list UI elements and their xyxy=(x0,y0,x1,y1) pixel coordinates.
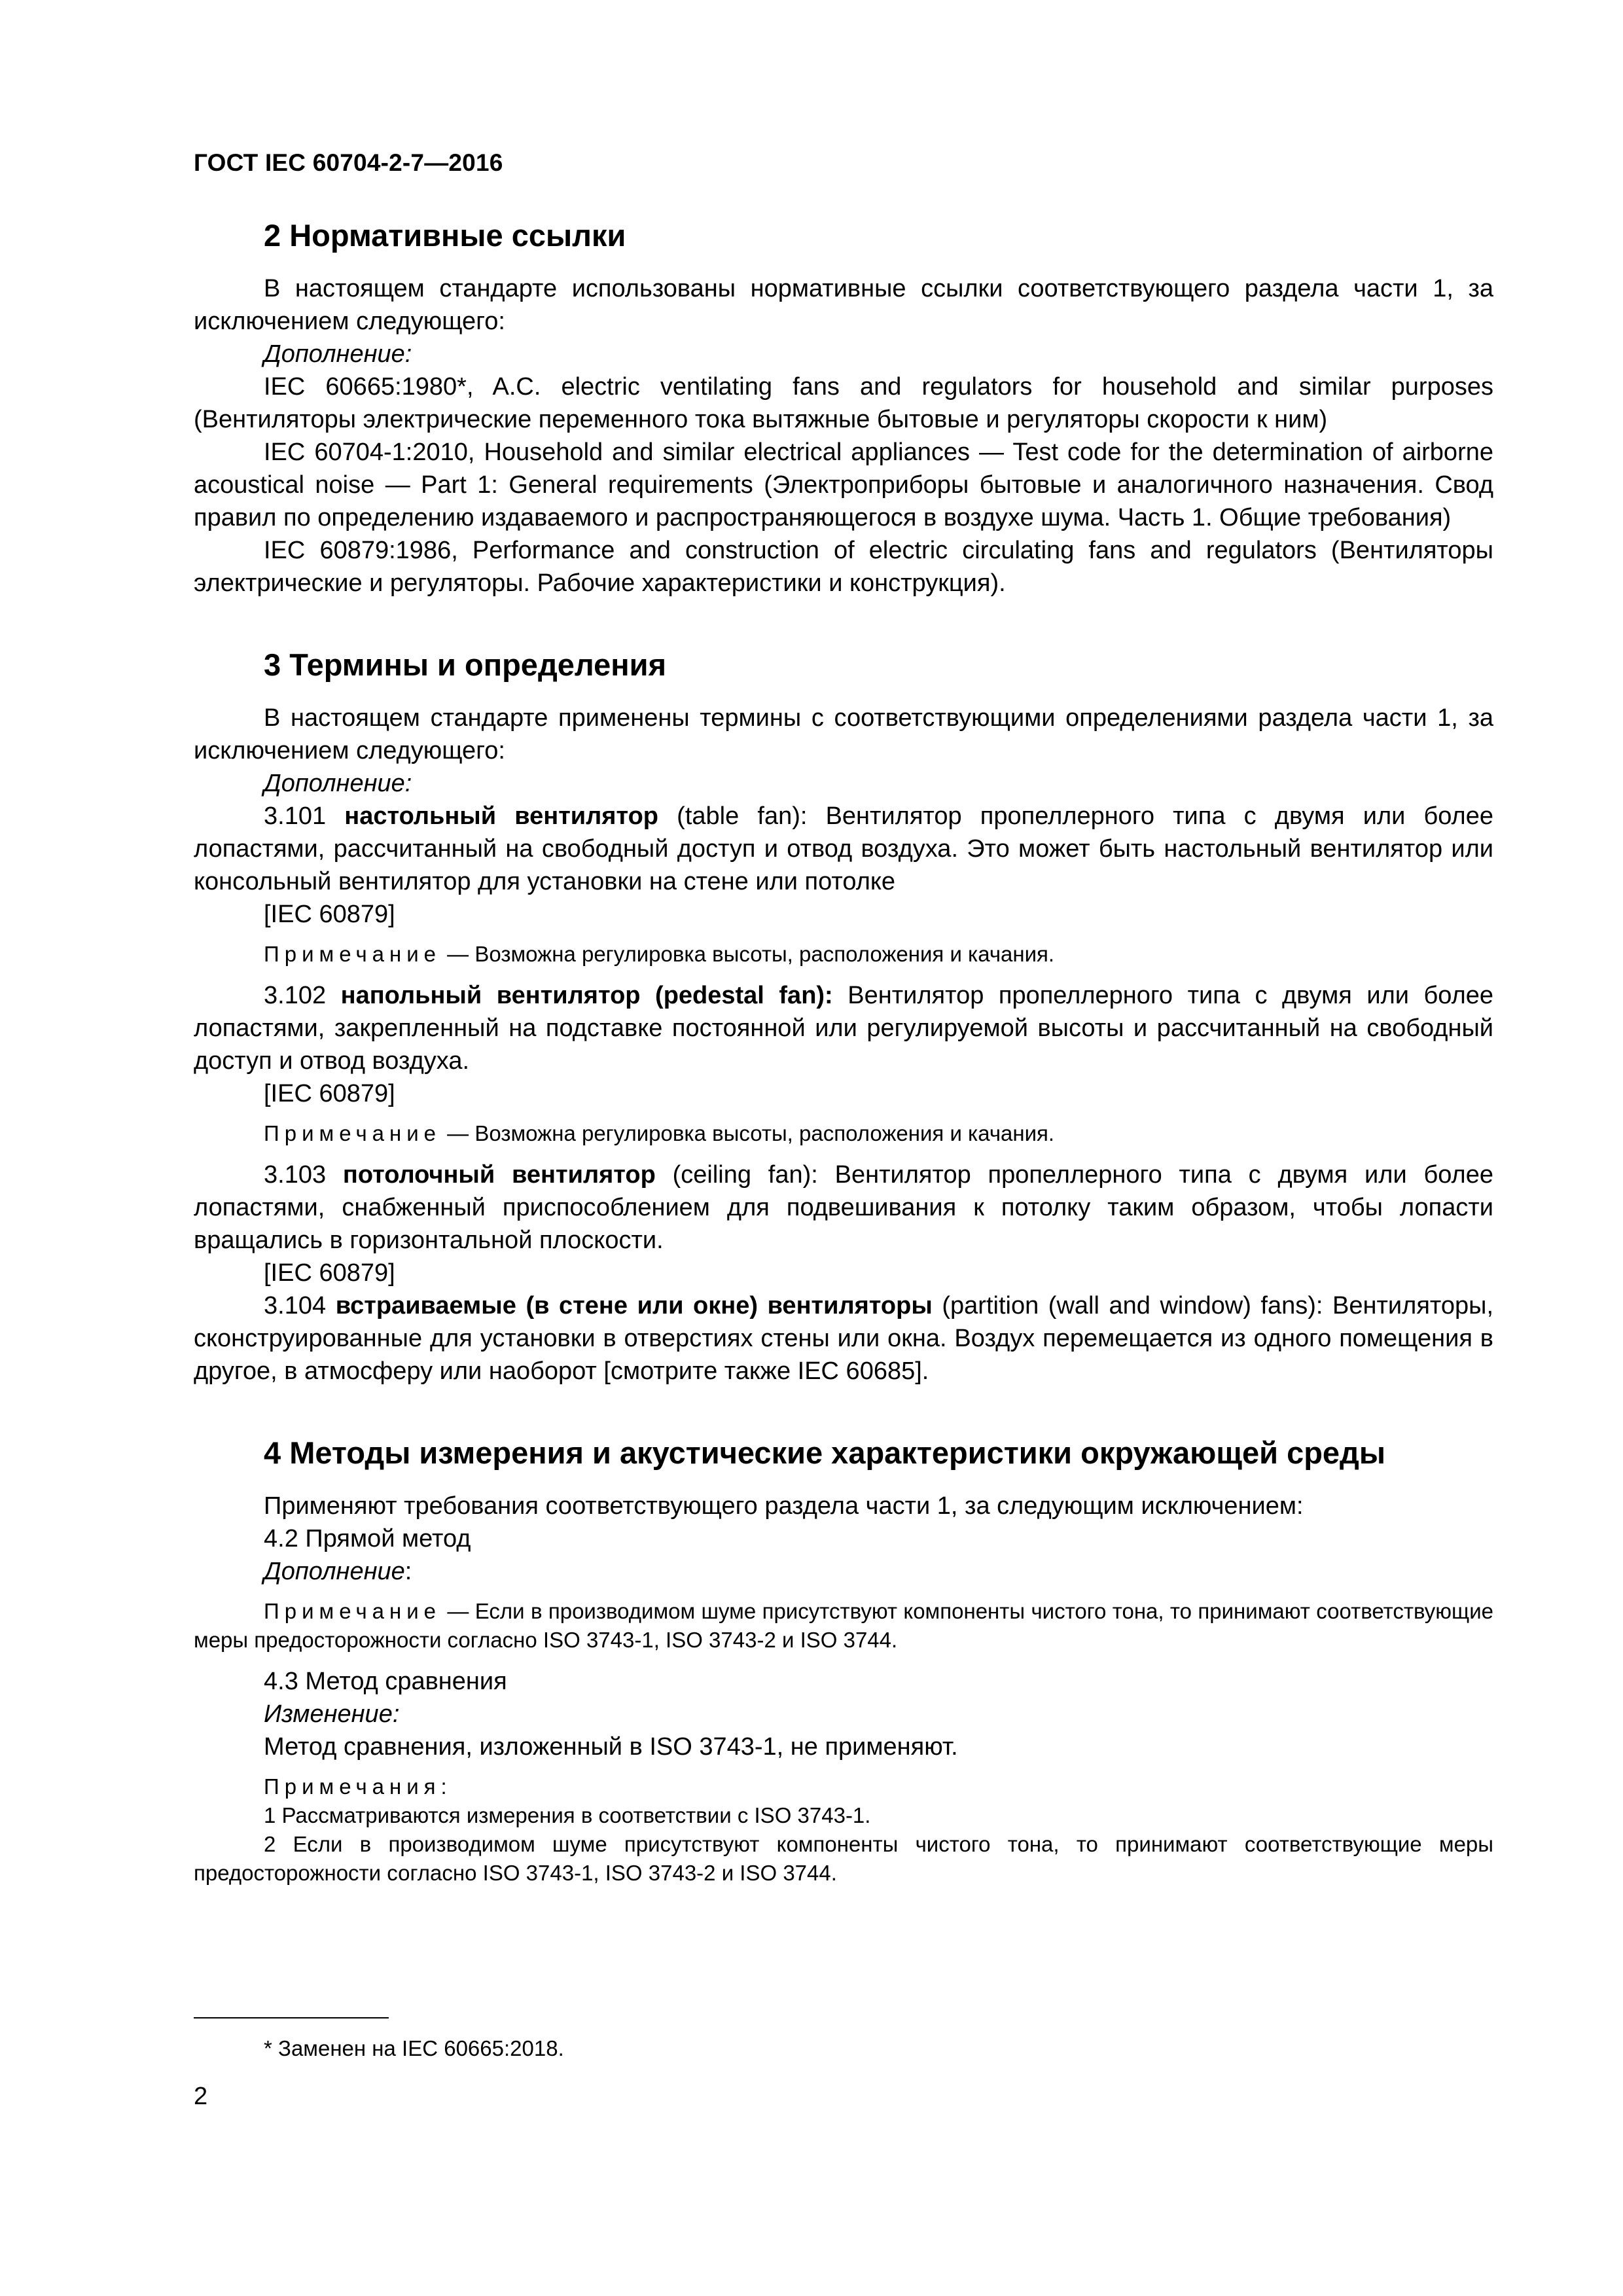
term-name: встраиваемые (в стене или окне) вентиляторы xyxy=(335,1292,933,1319)
term-source: [IEC 60879] xyxy=(264,1080,395,1107)
term-text: Вентилятор пропеллерного типа с двумя или более лопастями, закрепленный на подставке постоянной или регулируемой высоты и рассчитанный на свободный доступ и отвод воздуха. xyxy=(194,982,1494,1075)
note xyxy=(194,1597,1493,1655)
reference-item: IEC 60704-1:2010, Household and similar electrical appliances — Test code for the determination of airborne acoustical noise — Part 1: General requirements (Электроприборы бытовые и аналогичного назначения. Свод правил по определению издаваемого и распространяющегося в воздухе шума. Часть 1. Общие требования) xyxy=(194,439,1493,531)
addition-label: Дополнение: xyxy=(264,1558,412,1585)
term-name: настольный вентилятор xyxy=(344,802,659,830)
section-title: 4 Методы измерения и акустические характеристики окружающей среды xyxy=(264,1435,1386,1470)
term-source: [IEC 60879] xyxy=(264,1259,395,1287)
note-label: Примечание xyxy=(264,942,442,966)
paragraph: Метод сравнения, изложенный в ISO 3743-1, не применяют. xyxy=(264,1733,958,1761)
document-header: ГОСТ IEC 60704-2-7—2016 xyxy=(194,149,503,176)
section-normative-references xyxy=(194,216,1493,600)
page-number: 2 xyxy=(194,2083,208,2110)
section-title: 2 Нормативные ссылки xyxy=(264,218,626,253)
term-text: (table fan): Вентилятор пропеллерного типа с двумя или более лопастями, рассчитанный на свободный доступ и отвод воздуха. Это может быть настольный вентилятор или консольный вентилятор для установки на стене или потолке xyxy=(194,802,1493,895)
term-text: (ceiling fan): Вентилятор пропеллерного типа с двумя или более лопастями, снабженный приспособлением для подвешивания к потолку таким образом, чтобы лопасти вращались в горизонтальной плоскости. xyxy=(194,1161,1493,1254)
footnote-divider xyxy=(194,2017,389,2018)
term-source: [IEC 60879] xyxy=(264,901,395,928)
reference-item: IEC 60665:1980*, A.C. electric ventilating fans and regulators for household and similar purposes (Вентиляторы электрические переменного тока вытяжные бытовые и регуляторы скорости к ним) xyxy=(194,373,1493,433)
term-name: потолочный вентилятор xyxy=(342,1161,656,1189)
note xyxy=(194,940,1493,969)
note xyxy=(194,1119,1493,1148)
term-number: 3.104 xyxy=(264,1292,327,1319)
reference-item: IEC 60879:1986, Performance and construction of electric circulating fans and regulators (Вентиляторы электрические и регуляторы. Рабочие характеристики и конструкция). xyxy=(194,537,1493,597)
term-definition xyxy=(194,1158,1493,1257)
subsection-title: 4.3 Метод сравнения xyxy=(264,1668,507,1695)
term-definition xyxy=(194,800,1493,898)
note-item: 2 Если в производимом шуме присутствуют компоненты чистого тона, то принимают соответствующие меры предосторожности согласно ISO 3743-1, ISO 3743-2 и ISO 3744. xyxy=(194,1832,1493,1885)
paragraph: Применяют требования соответствующего раздела части 1, за следующим исключением: xyxy=(264,1492,1304,1520)
change-label: Изменение: xyxy=(264,1700,400,1728)
paragraph: В настоящем стандарте применены термины с соответствующими определениями раздела части 1, за исключением следующего: xyxy=(194,704,1493,764)
footnote: * Заменен на IEC 60665:2018. xyxy=(264,2036,564,2060)
term-number: 3.102 xyxy=(264,982,327,1009)
note-item: 1 Рассматриваются измерения в соответствии с ISO 3743-1. xyxy=(264,1803,871,1827)
subsection-title: 4.2 Прямой метод xyxy=(264,1525,471,1552)
note-label: Примечание xyxy=(264,1599,442,1623)
note-text: — Если в производимом шуме присутствуют компоненты чистого тона, то принимают соответствующие меры предосторожности согласно ISO 3743-1, ISO 3743-2 и ISO 3744. xyxy=(194,1599,1493,1652)
term-text: (partition (wall and window) fans): Вентиляторы, сконструированные для установки в отверстиях стены или окна. Воздух перемещается из одного помещения в другое, в атмосферу или наоборот [смотрите также IEC 60685]. xyxy=(194,1292,1494,1385)
note-text: — Возможна регулировка высоты, расположения и качания. xyxy=(441,942,1055,966)
addition-label: Дополнение: xyxy=(264,770,412,797)
term-number: 3.103 xyxy=(264,1161,327,1189)
section-terms xyxy=(194,645,1493,1388)
page-content xyxy=(194,216,1493,1933)
paragraph: В настоящем стандарте использованы нормативные ссылки соответствующего раздела части 1, за исключением следующего: xyxy=(194,275,1493,335)
notes-label: Примечания: xyxy=(264,1774,447,1799)
section-title: 3 Термины и определения xyxy=(264,647,666,682)
term-name: напольный вентилятор (pedestal fan): xyxy=(340,982,833,1009)
term-definition xyxy=(194,979,1493,1077)
note-text: — Возможна регулировка высоты, расположения и качания. xyxy=(441,1121,1055,1145)
section-measurement-methods xyxy=(194,1433,1493,1888)
term-number: 3.101 xyxy=(264,802,327,830)
addition-label: Дополнение: xyxy=(264,340,412,368)
term-definition xyxy=(194,1289,1493,1388)
note-label: Примечание xyxy=(264,1121,442,1145)
